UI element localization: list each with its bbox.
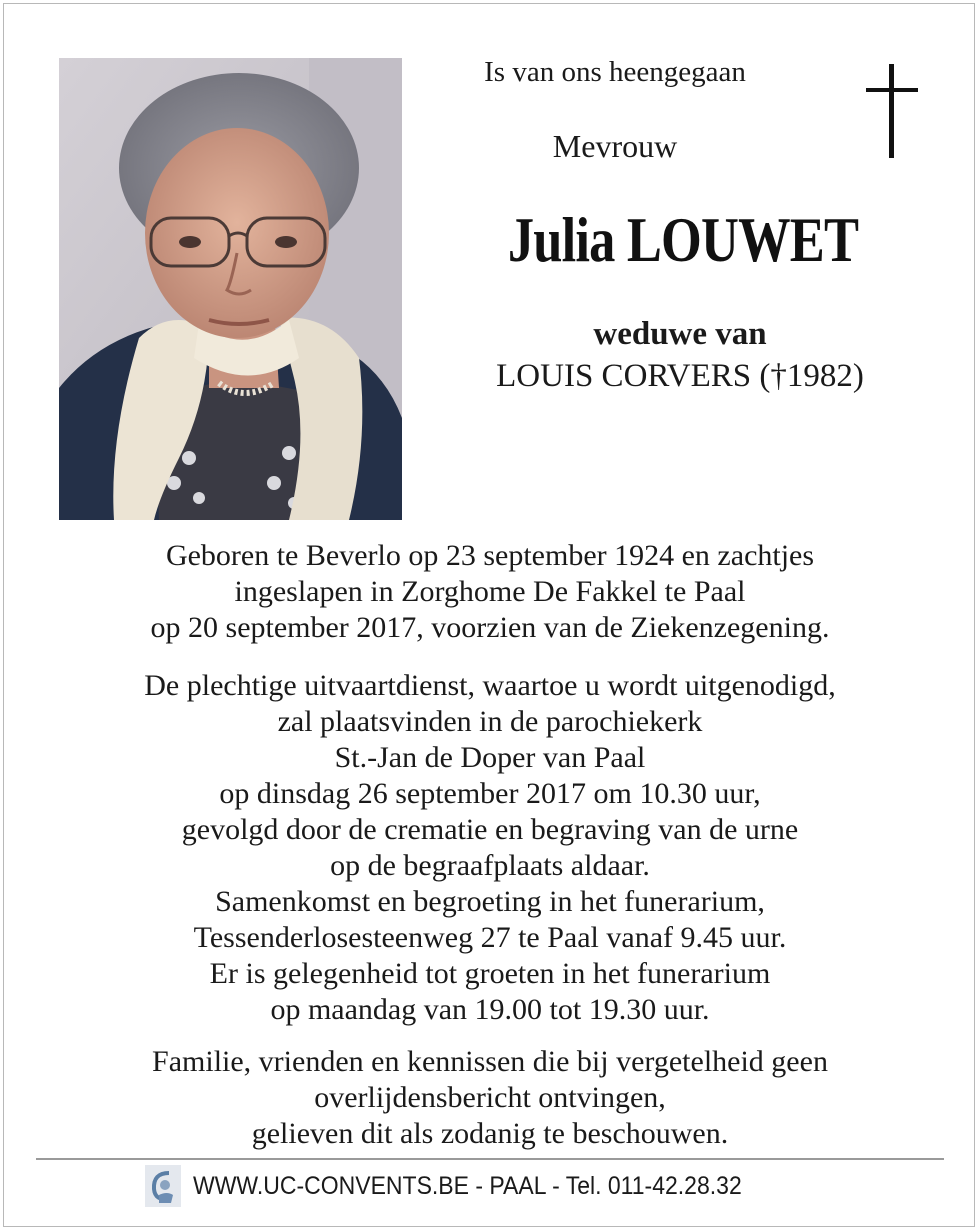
honorific-title: Mevrouw — [552, 128, 678, 164]
text-line: Familie, vrienden en kennissen die bij vergetelheid geen — [152, 1045, 828, 1078]
footer-divider — [36, 1158, 944, 1160]
text-line: zal plaatsvinden in de parochiekerk — [277, 705, 703, 738]
intro-text: Is van ons heengegaan — [484, 56, 746, 88]
footer-contact[interactable]: WWW.UC-CONVENTS.BE - PAAL - Tel. 011-42.28.32 — [193, 1171, 742, 1200]
spouse-label: weduwe van — [593, 316, 767, 352]
service-paragraph — [40, 668, 940, 1028]
text-line: op dinsdag 26 september 2017 om 10.30 uur, — [219, 777, 761, 810]
footer — [145, 1163, 845, 1209]
portrait-photo — [59, 58, 402, 520]
uc-convents-logo-icon — [145, 1165, 181, 1207]
text-line: gevolgd door de crematie en begraving van de urne — [181, 813, 799, 846]
deceased-name: Julia LOUWET — [507, 204, 859, 275]
text-line: St.-Jan de Doper van Paal — [334, 741, 646, 774]
text-line: Er is gelegenheid tot groeten in het funerarium — [209, 957, 771, 990]
text-line: op 20 september 2017, voorzien van de Ziekenzegening. — [150, 611, 830, 644]
text-line: overlijdensbericht ontvingen, — [314, 1081, 666, 1114]
text-line: ingeslapen in Zorghome De Fakkel te Paal — [234, 575, 746, 608]
spouse-name: LOUIS CORVERS (†1982) — [496, 358, 864, 394]
text-line: gelieven dit als zodanig te beschouwen. — [251, 1117, 729, 1150]
birth-paragraph — [40, 538, 940, 646]
text-line: Samenkomst en begroeting in het funerarium, — [215, 885, 765, 918]
text-line: op de begraafplaats aldaar. — [330, 849, 650, 882]
text-line: op maandag van 19.00 tot 19.30 uur. — [270, 993, 710, 1026]
closing-paragraph — [40, 1044, 940, 1152]
text-line: Tessenderlosesteenweg 27 te Paal vanaf 9.45 uur. — [193, 921, 787, 954]
text-line: De plechtige uitvaartdienst, waartoe u wordt uitgenodigd, — [144, 669, 836, 702]
text-line: Geboren te Beverlo op 23 september 1924 en zachtjes — [165, 539, 815, 572]
cross-icon — [862, 62, 922, 160]
